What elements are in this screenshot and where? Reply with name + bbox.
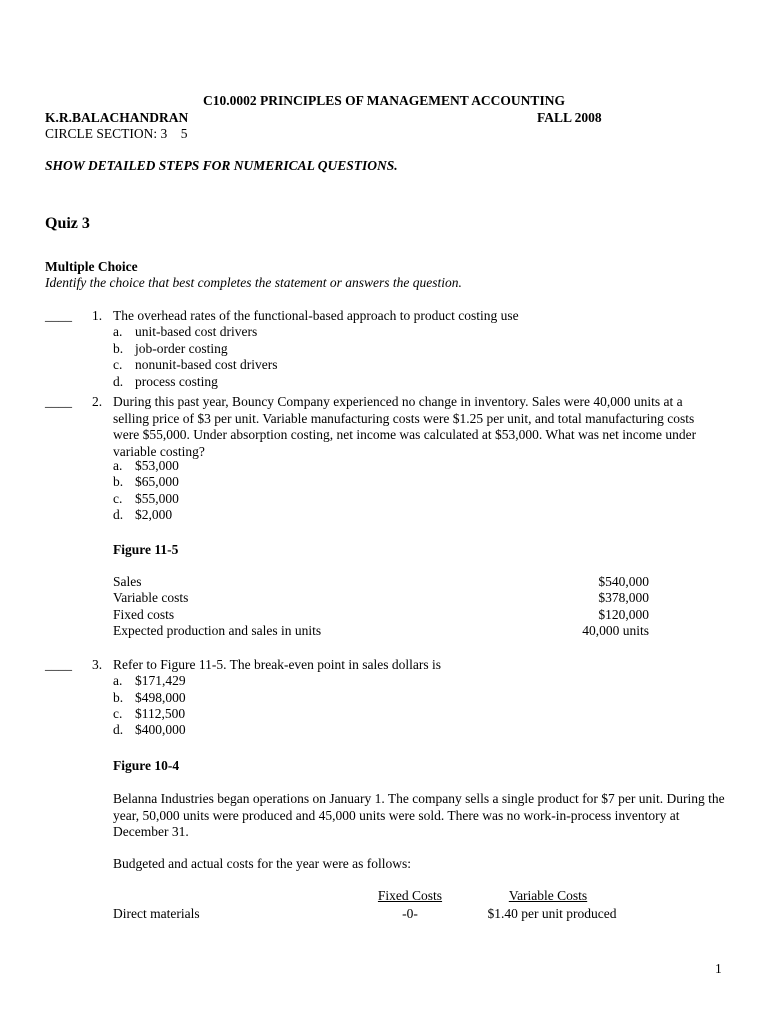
term-label: FALL 2008 — [537, 110, 602, 125]
instruction-text: SHOW DETAILED STEPS FOR NUMERICAL QUESTIONS. — [45, 158, 398, 173]
figure-title: Figure 11-5 — [113, 542, 179, 557]
option-a: a. $53,000 — [113, 458, 179, 473]
figure-row: Expected production and sales in units 40,000 units — [113, 623, 649, 638]
section-label: CIRCLE SECTION: 3 5 — [45, 126, 188, 141]
section-title: Multiple Choice — [45, 259, 138, 274]
question-text: Refer to Figure 11-5. The break-even point in sales dollars is — [113, 657, 442, 672]
answer-blank[interactable]: ____ — [45, 308, 72, 323]
option-d: d. process costing — [113, 374, 218, 389]
option-c: c. $55,000 — [113, 491, 179, 506]
quiz-title: Quiz 3 — [45, 215, 90, 232]
option-b: b. $65,000 — [113, 474, 179, 489]
option-d: d. $2,000 — [113, 507, 173, 522]
budget-intro: Budgeted and actual costs for the year were as follows: — [113, 856, 412, 871]
question-number: 2. — [92, 394, 103, 409]
cost-row-fixed: -0- — [402, 906, 418, 921]
question-number: 1. — [92, 308, 103, 323]
page-number: 1 — [715, 961, 722, 976]
option-d: d. $400,000 — [113, 722, 186, 737]
figure-row: Variable costs $378,000 — [113, 590, 649, 605]
figure-title: Figure 10-4 — [113, 758, 180, 773]
figure-row: Sales $540,000 — [113, 574, 649, 589]
option-b: b. $498,000 — [113, 690, 186, 705]
option-a: a. unit-based cost drivers — [113, 324, 258, 339]
figure-row: Fixed costs $120,000 — [113, 607, 649, 622]
answer-blank[interactable]: ____ — [45, 394, 72, 409]
option-b: b. job-order costing — [113, 341, 228, 356]
section-instruction: Identify the choice that best completes the statement or answers the question. — [45, 275, 462, 290]
instructor-name: K.R.BALACHANDRAN — [45, 110, 189, 125]
question-number: 3. — [92, 657, 103, 672]
course-title: C10.0002 PRINCIPLES OF MANAGEMENT ACCOUNTING — [203, 93, 565, 108]
answer-blank[interactable]: ____ — [45, 657, 72, 672]
option-a: a. $171,429 — [113, 673, 186, 688]
option-c: c. $112,500 — [113, 706, 186, 721]
question-text: The overhead rates of the functional-based approach to product costing use — [113, 308, 519, 323]
figure-paragraph: Belanna Industries began operations on January 1. The company sells a single product for $7 per unit. During the year, 50,000 units were produced and 45,000 units were sold. There was no work-in-process inventory at December 31. — [113, 791, 725, 839]
column-header-variable: Variable Costs — [508, 888, 588, 903]
column-header-fixed: Fixed Costs — [377, 888, 443, 903]
cost-row-variable: $1.40 per unit produced — [487, 906, 617, 921]
question-text: During this past year, Bouncy Company experienced no change in inventory. Sales were 40,000 units at a selling price of $3 per unit. Variable manufacturing costs were $1.25 per unit, and total manufacturing costs were $55,000. Under absorption costing, net income was calculated at $53,000. What was net income under variable costing? — [113, 394, 697, 459]
cost-row-label: Direct materials — [113, 906, 200, 921]
option-c: c. nonunit-based cost drivers — [113, 357, 278, 372]
